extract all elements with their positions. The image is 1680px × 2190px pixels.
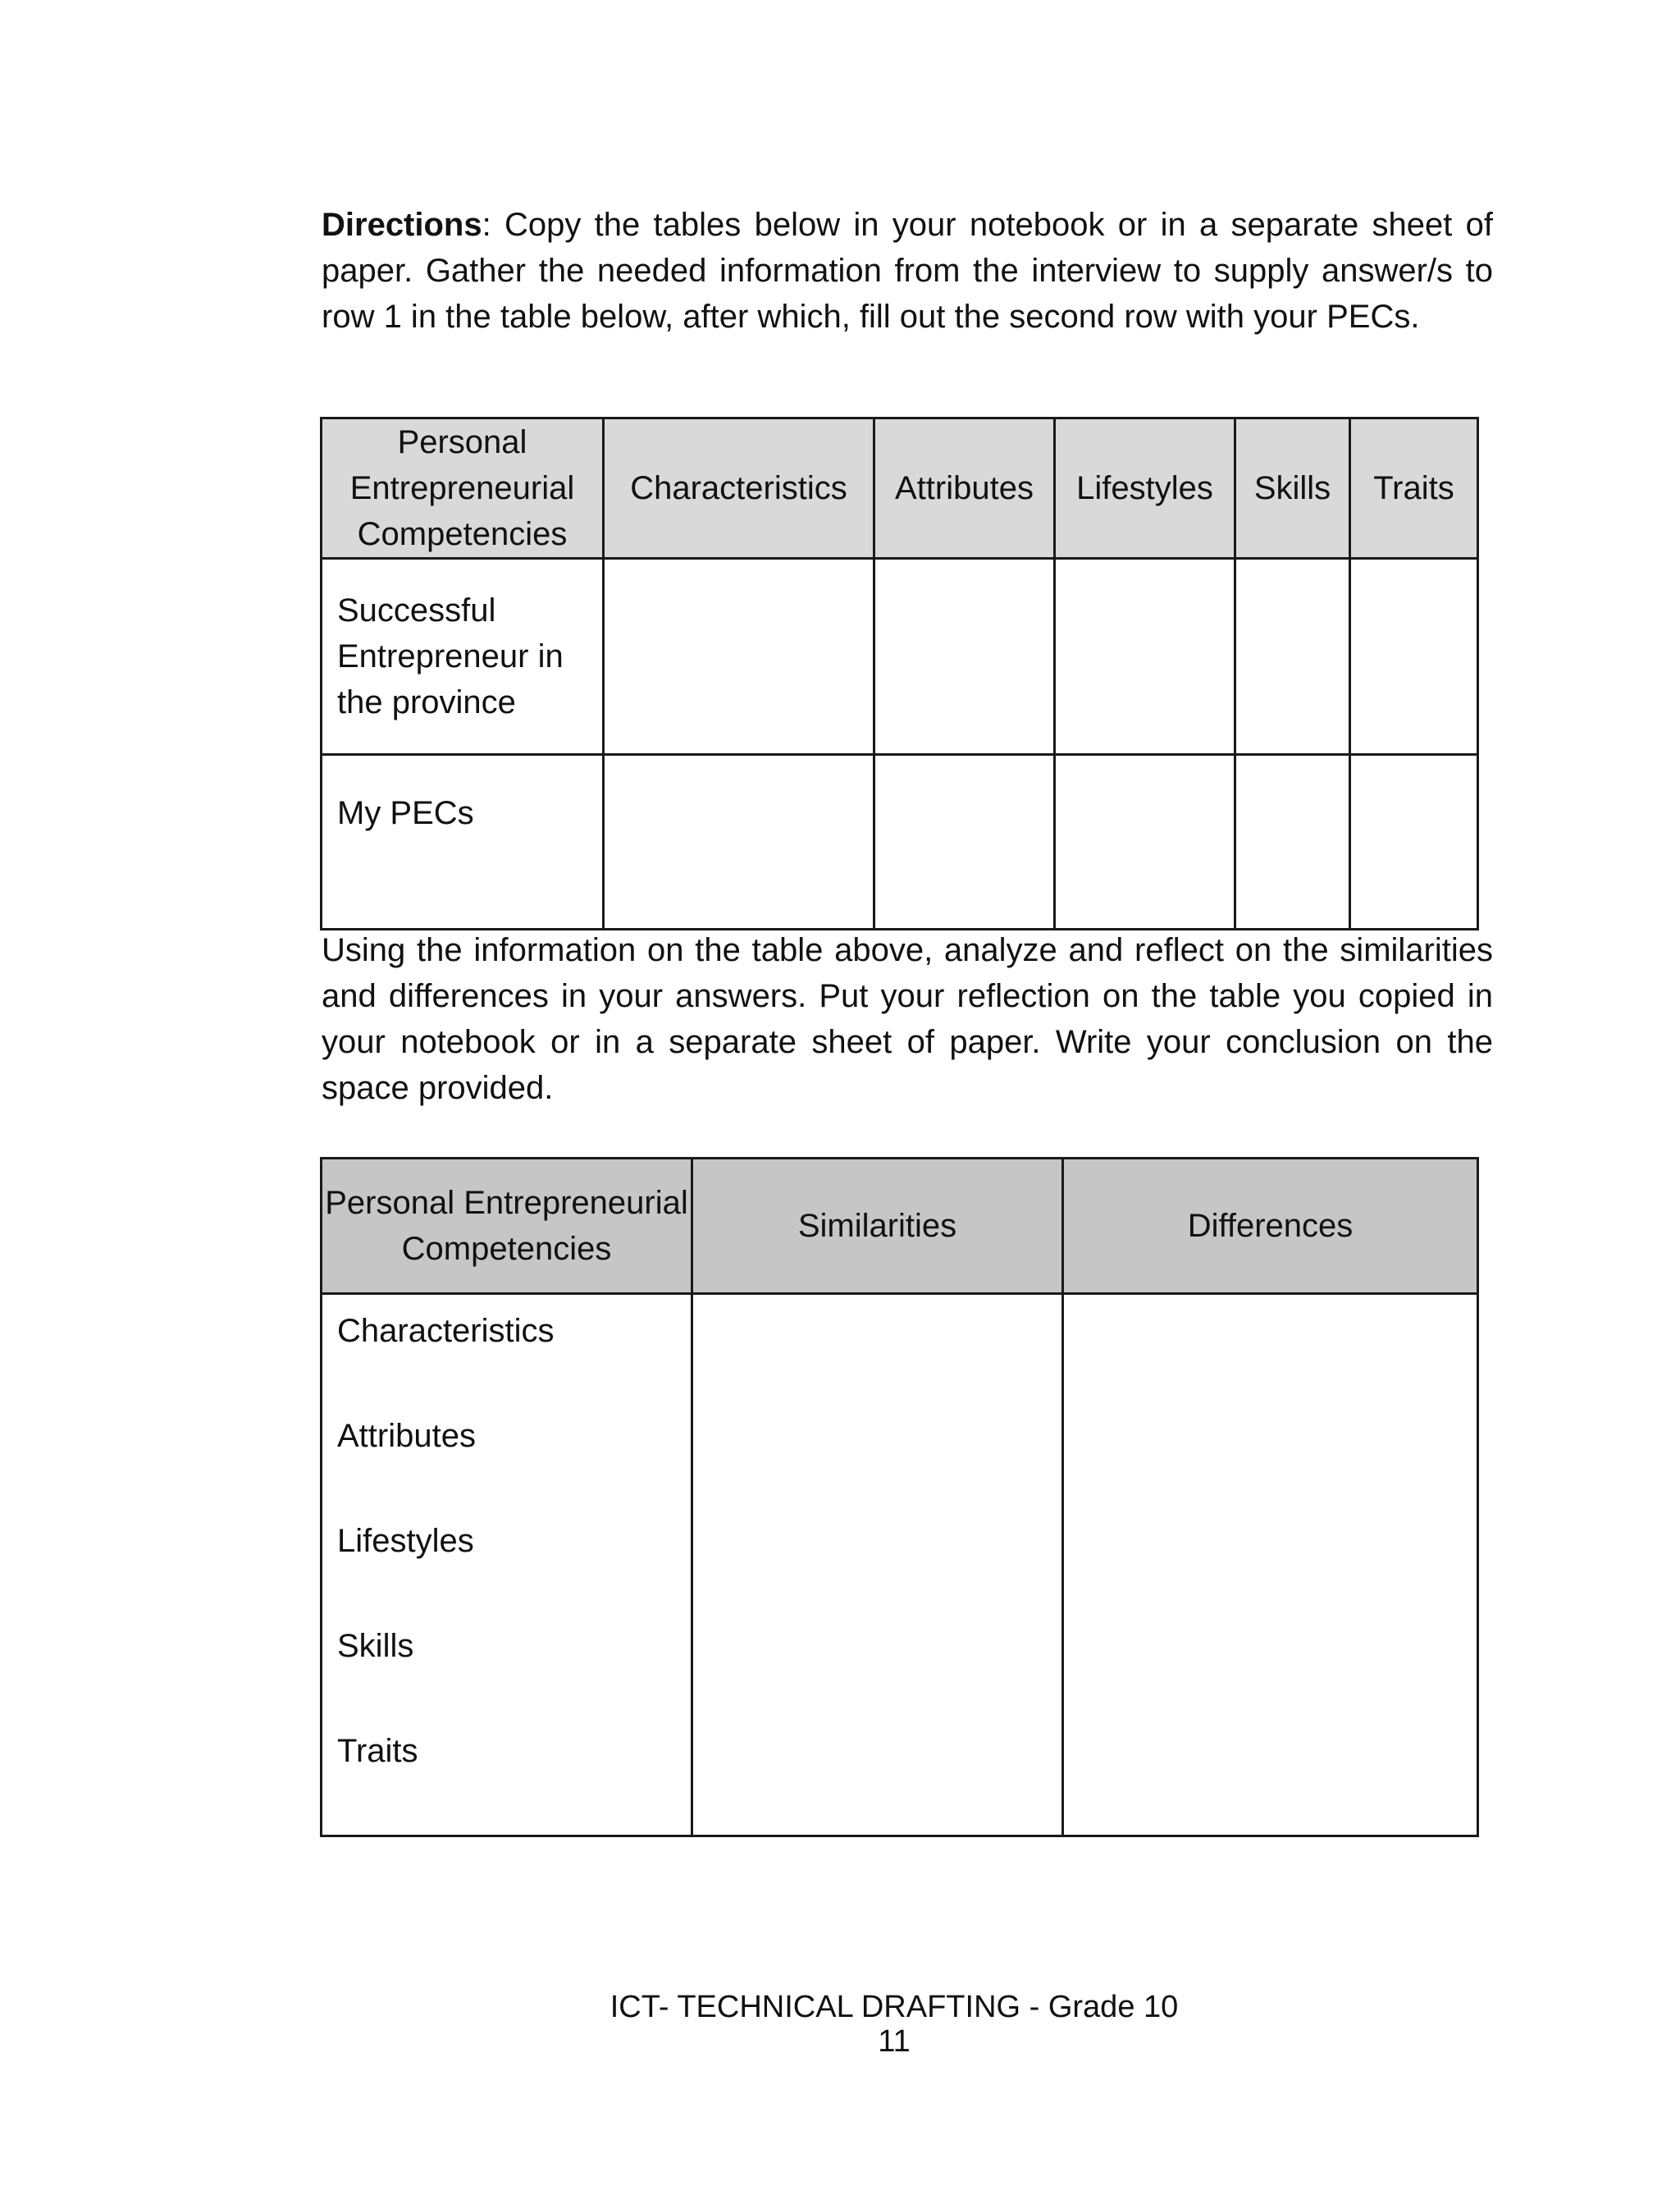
reflection-table bbox=[320, 1157, 1479, 1837]
header-cell-similarities: Similarities bbox=[692, 1159, 1063, 1294]
blank-answer-cell bbox=[1055, 559, 1235, 755]
blank-answer-cell bbox=[874, 559, 1055, 755]
header-cell-characteristics: Characteristics bbox=[604, 418, 874, 559]
pec-comparison-table bbox=[320, 417, 1479, 930]
blank-answer-cell bbox=[604, 559, 874, 755]
row-label-successful-entrepreneur: Successful Entrepreneur in the province bbox=[322, 559, 604, 755]
competency-list-cell bbox=[322, 1294, 692, 1836]
blank-answer-cell bbox=[1350, 559, 1478, 755]
blank-answer-cell bbox=[1055, 755, 1235, 930]
reflection-paragraph: Using the information on the table above, analyze and reflect on the similarities and differences in your answers. Put your reflection on the table you copied in your notebook or in a separate sheet of paper. Write your conclusion on the space provided. bbox=[322, 932, 1493, 1106]
header-cell-skills: Skills bbox=[1235, 418, 1350, 559]
header-cell-pec: Personal Entrepreneurial Competencies bbox=[322, 418, 604, 559]
competency-characteristics: Characteristics bbox=[337, 1313, 555, 1349]
directions-text: : Copy the tables below in your notebook or in a separate sheet of paper. Gather the needed information from the interview to supply answer/s to row 1 in the table below, after which, fill out the second row with your PECs. bbox=[322, 207, 1493, 335]
table-header-row bbox=[322, 418, 1478, 559]
blank-differences-cell bbox=[1063, 1294, 1478, 1836]
blank-answer-cell bbox=[1235, 755, 1350, 930]
footer-page-number: 11 bbox=[878, 2024, 911, 2059]
blank-similarities-cell bbox=[692, 1294, 1063, 1836]
blank-answer-cell bbox=[1350, 755, 1478, 930]
footer-course-title: ICT- TECHNICAL DRAFTING - Grade 10 bbox=[609, 1990, 1179, 2024]
header-cell-lifestyles: Lifestyles bbox=[1055, 418, 1235, 559]
competency-lifestyles: Lifestyles bbox=[337, 1523, 474, 1559]
competency-traits: Traits bbox=[337, 1733, 418, 1769]
directions-label: Directions bbox=[322, 207, 482, 243]
row-label-my-pecs: My PECs bbox=[322, 755, 604, 930]
directions-paragraph bbox=[322, 202, 1493, 340]
header-cell-pec: Personal Entrepreneurial Competencies bbox=[322, 1159, 692, 1294]
table-row bbox=[322, 559, 1478, 755]
table-header-row bbox=[322, 1159, 1478, 1294]
competency-skills: Skills bbox=[337, 1628, 414, 1664]
blank-answer-cell bbox=[874, 755, 1055, 930]
header-cell-attributes: Attributes bbox=[874, 418, 1055, 559]
table-row bbox=[322, 755, 1478, 930]
blank-answer-cell bbox=[604, 755, 874, 930]
header-cell-traits: Traits bbox=[1350, 418, 1478, 559]
header-cell-differences: Differences bbox=[1063, 1159, 1478, 1294]
competency-attributes: Attributes bbox=[337, 1418, 476, 1454]
table-row bbox=[322, 1294, 1478, 1836]
blank-answer-cell bbox=[1235, 559, 1350, 755]
